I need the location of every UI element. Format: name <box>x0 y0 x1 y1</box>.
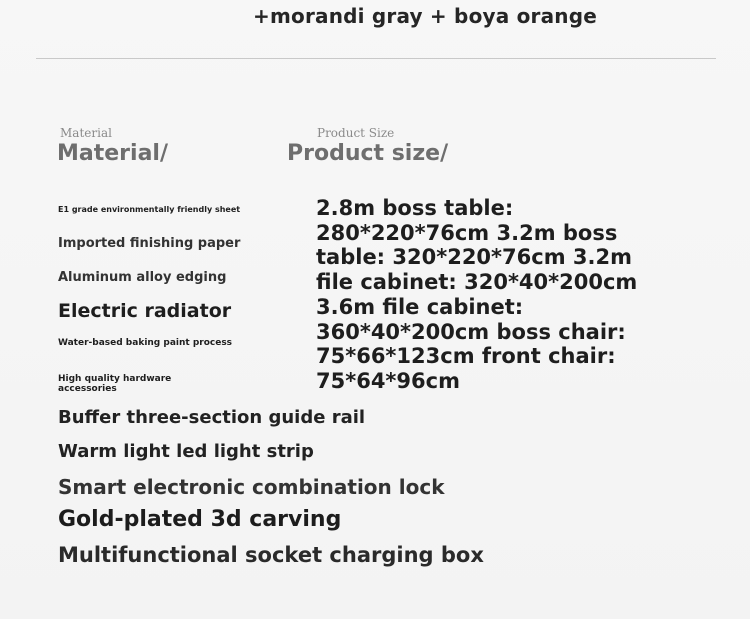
material-item: Imported finishing paper <box>58 236 241 251</box>
material-header: Material/ <box>57 141 168 166</box>
product-size-text: 2.8m boss table: 280*220*76cm 3.2m boss table: 320*220*76cm 3.2m file cabinet: 320*40*200cm 3.6m file cabinet: 360*40*200cm boss chair: 75*66*123cm front chair: 75*64*96cm <box>316 196 638 393</box>
feature-item: Multifunctional socket charging box <box>58 543 484 567</box>
feature-item: Buffer three-section guide rail <box>58 407 366 428</box>
material-item: E1 grade environmentally friendly sheet <box>58 205 241 214</box>
size-small-header: Product Size <box>317 126 395 140</box>
divider <box>36 58 716 59</box>
color-heading: +morandi gray + boya orange <box>253 4 598 28</box>
size-header: Product size/ <box>287 141 449 166</box>
feature-item: Smart electronic combination lock <box>58 475 445 499</box>
material-item: Electric radiator <box>58 300 232 322</box>
material-small-header: Material <box>60 126 112 140</box>
feature-item: Warm light led light strip <box>58 441 314 462</box>
feature-item: Gold-plated 3d carving <box>58 507 342 532</box>
material-item: Aluminum alloy edging <box>58 270 227 285</box>
material-item: Water-based baking paint process <box>58 338 233 348</box>
material-item: High quality hardware accessories <box>58 374 172 394</box>
